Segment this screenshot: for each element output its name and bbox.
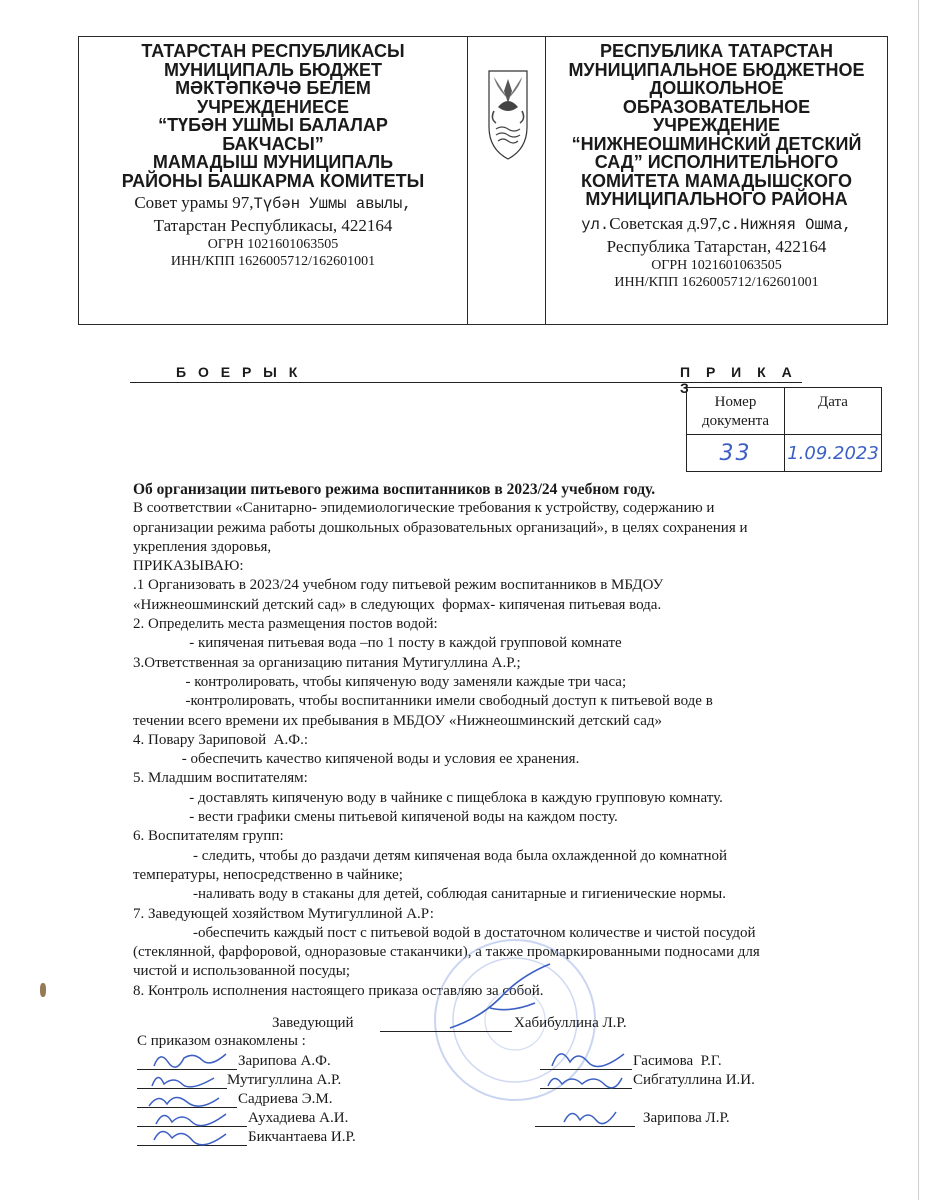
org-line: ОБРАЗОВАТЕЛЬНОЕ [622, 96, 811, 117]
body-line: - следить, чтобы до раздачи детям кипяченая вода была охлажденной до комнатной [133, 847, 728, 864]
body-line: -наливать воду в стаканы для детей, соблюдая санитарные и гигиенические нормы. [133, 886, 726, 903]
date-cell [785, 435, 881, 472]
order-body [133, 480, 863, 1001]
org-line: МУНИЦИПАЛЬНОГО РАЙОНА [585, 189, 848, 209]
ogrn-russian: ОГРН 1021601063505 [651, 257, 782, 273]
signer-name: Садриева Э.М. [238, 1091, 333, 1107]
org-line: “НИЖНЕОШМИНСКИЙ ДЕТСКИЙ [571, 133, 862, 154]
inn-tatar: ИНН/КПП 1626005712/162601001 [170, 254, 376, 269]
number-header: Номер документа [687, 388, 785, 435]
signature-scribble [560, 1102, 620, 1128]
org-name-russian [550, 42, 883, 209]
org-line: ТАТАРСТАН РЕСПУБЛИКАСЫ [141, 41, 405, 61]
body-line: чистой и использованной посуды; [133, 963, 350, 980]
body-line: укрепления здоровья, [133, 538, 272, 555]
body-line: В соответствии «Санитарно- эпидемиологические требования к устройству, содержанию и [133, 500, 715, 517]
letterhead [78, 36, 888, 325]
body-line: 2. Определить места размещения постов водой: [133, 616, 438, 633]
address-russian [550, 213, 883, 236]
org-line: МУНИЦИПАЛЬНОЕ БЮДЖЕТНОЕ [568, 59, 865, 80]
title-tatar: Б О Е Р Ы К [176, 364, 302, 380]
body-line: «Нижнеошминский детский сад» в следующих формах- кипяченая питьевая вода. [133, 596, 662, 613]
body-line: 4. Повару Зариповой А.Ф.: [133, 731, 309, 748]
address-street: Совет урамы 97, [134, 193, 254, 212]
org-line: МӘКТӘПКӘЧӘ БЕЛЕМ [175, 78, 371, 98]
address-street: Советская д.97, [609, 213, 722, 233]
body-line: 8. Контроль исполнения настоящего приказа оставляю за собой. [133, 982, 544, 999]
org-line: УЧРЕЖДЕНИЕСЕ [197, 96, 349, 117]
body-line: 5. Младшим воспитателям: [133, 770, 308, 787]
document-date: 1.09.2023 [787, 443, 879, 464]
number-cell [687, 435, 785, 472]
signer-name: Зарипова Л.Р. [643, 1110, 730, 1126]
body-line: -контролировать, чтобы воспитанники имели свободный доступ к питьевой воде в [133, 693, 713, 710]
org-line: УЧРЕЖДЕНИЕ [653, 115, 780, 135]
signer-name: Мутигуллина А.Р. [227, 1072, 342, 1088]
order-heading: Об организации питьевого режима воспитанников в 2023/24 учебном году. [133, 481, 656, 498]
body-line: .1 Организовать в 2023/24 учебном году питьевой режим воспитанников в МБДОУ [133, 577, 664, 594]
document-title-row [130, 364, 802, 396]
ogrn-tatar: ОГРН 1021601063505 [207, 237, 339, 252]
body-line: - обеспечить качество кипяченой воды и условия ее хранения. [133, 751, 580, 768]
signer-name: Гасимова Р.Г. [633, 1053, 722, 1069]
inn-russian: ИНН/КПП 1626005712/162601001 [614, 274, 819, 290]
body-line: 7. Заведующей хозяйством Мутигуллиной А.Р: [133, 905, 434, 922]
body-line: - контролировать, чтобы кипяченую воду заменяли каждые три часа; [133, 673, 627, 690]
letterhead-russian [546, 37, 887, 324]
address-village: с.Нижняя Ошма, [721, 215, 852, 234]
body-line: 3.Ответственная за организацию питания Мутигуллина А.Р.; [133, 654, 521, 671]
emblem-cell [468, 37, 546, 324]
org-line: КОМИТЕТА МАМАДЫШСКОГО [581, 170, 852, 191]
tatarstan-coat-of-arms-icon [486, 69, 530, 161]
page-edge-line [918, 0, 919, 1200]
org-name-tatar [87, 42, 459, 190]
head-name: Хабибуллина Л.Р. [514, 1015, 627, 1031]
address-prefix: ул. [581, 215, 610, 234]
body-line: ПРИКАЗЫВАЮ: [133, 558, 244, 575]
document-number-table [686, 387, 882, 472]
signature-scribble [150, 1122, 230, 1148]
paper-speck [40, 983, 46, 997]
address-tatar [87, 192, 459, 215]
date-header: Дата [785, 388, 881, 435]
address-region: Республика Татарстан, 422164 [606, 236, 827, 256]
signer-name: Сибгатуллина И.И. [633, 1072, 755, 1088]
signer-name: Аухадиева А.И. [248, 1110, 349, 1126]
org-line: РЕСПУБЛИКА ТАТАРСТАН [600, 41, 833, 61]
org-line: “ТҮБӘН УШМЫ БАЛАЛАР [158, 115, 388, 135]
org-line: МУНИЦИПАЛЬ БЮДЖЕТ [163, 59, 383, 80]
org-line: МАМАДЫШ МУНИЦИПАЛЬ [152, 152, 394, 172]
body-line: -обеспечить каждый пост с питьевой водой в достаточном количестве и чистой посудой [133, 924, 756, 941]
body-line: 6. Воспитателям групп: [133, 828, 284, 845]
signature-scribble [544, 1068, 624, 1092]
acquainted-label: С приказом ознакомлены : [137, 1033, 306, 1049]
body-line: - доставлять кипяченую воду в чайнике с пищеблока в каждую групповую комнату. [133, 789, 723, 806]
body-line: организации режима работы дошкольных образовательных организаций», в целях сохранения и [133, 519, 748, 536]
org-line: САД” ИСПОЛНИТЕЛЬНОГО [594, 152, 839, 172]
org-line: РАЙОНЫ БАШКАРМА КОМИТЕТЫ [121, 170, 425, 191]
address-region: Татарстан Республикасы, 422164 [153, 216, 393, 235]
letterhead-tatar [79, 37, 468, 324]
signer-name: Бикчантаева И.Р. [248, 1129, 356, 1145]
org-line: ДОШКОЛЬНОЕ [649, 78, 784, 98]
body-line: (стеклянной, фарфоровой, одноразовые стаканчики), а также промаркированными подносами для [133, 944, 760, 961]
body-line: - кипяченая питьевая вода –по 1 посту в каждой групповой комнате [133, 635, 622, 652]
body-line: температуры, непосредственно в чайнике; [133, 866, 403, 883]
document-number: 33 [719, 441, 752, 466]
signer-name: Зарипова А.Ф. [238, 1053, 331, 1069]
body-line: течении всего времени их пребывания в МБДОУ «Нижнеошминский детский сад» [133, 712, 662, 729]
body-line: - вести графики смены питьевой кипяченой воды на каждом посту. [133, 809, 618, 826]
title-russian: П Р И К А З [680, 364, 798, 396]
org-line: БАКЧАСЫ” [222, 133, 324, 154]
head-title: Заведующий [272, 1015, 354, 1031]
address-village: Түбән Ушмы авылы, [253, 195, 412, 213]
